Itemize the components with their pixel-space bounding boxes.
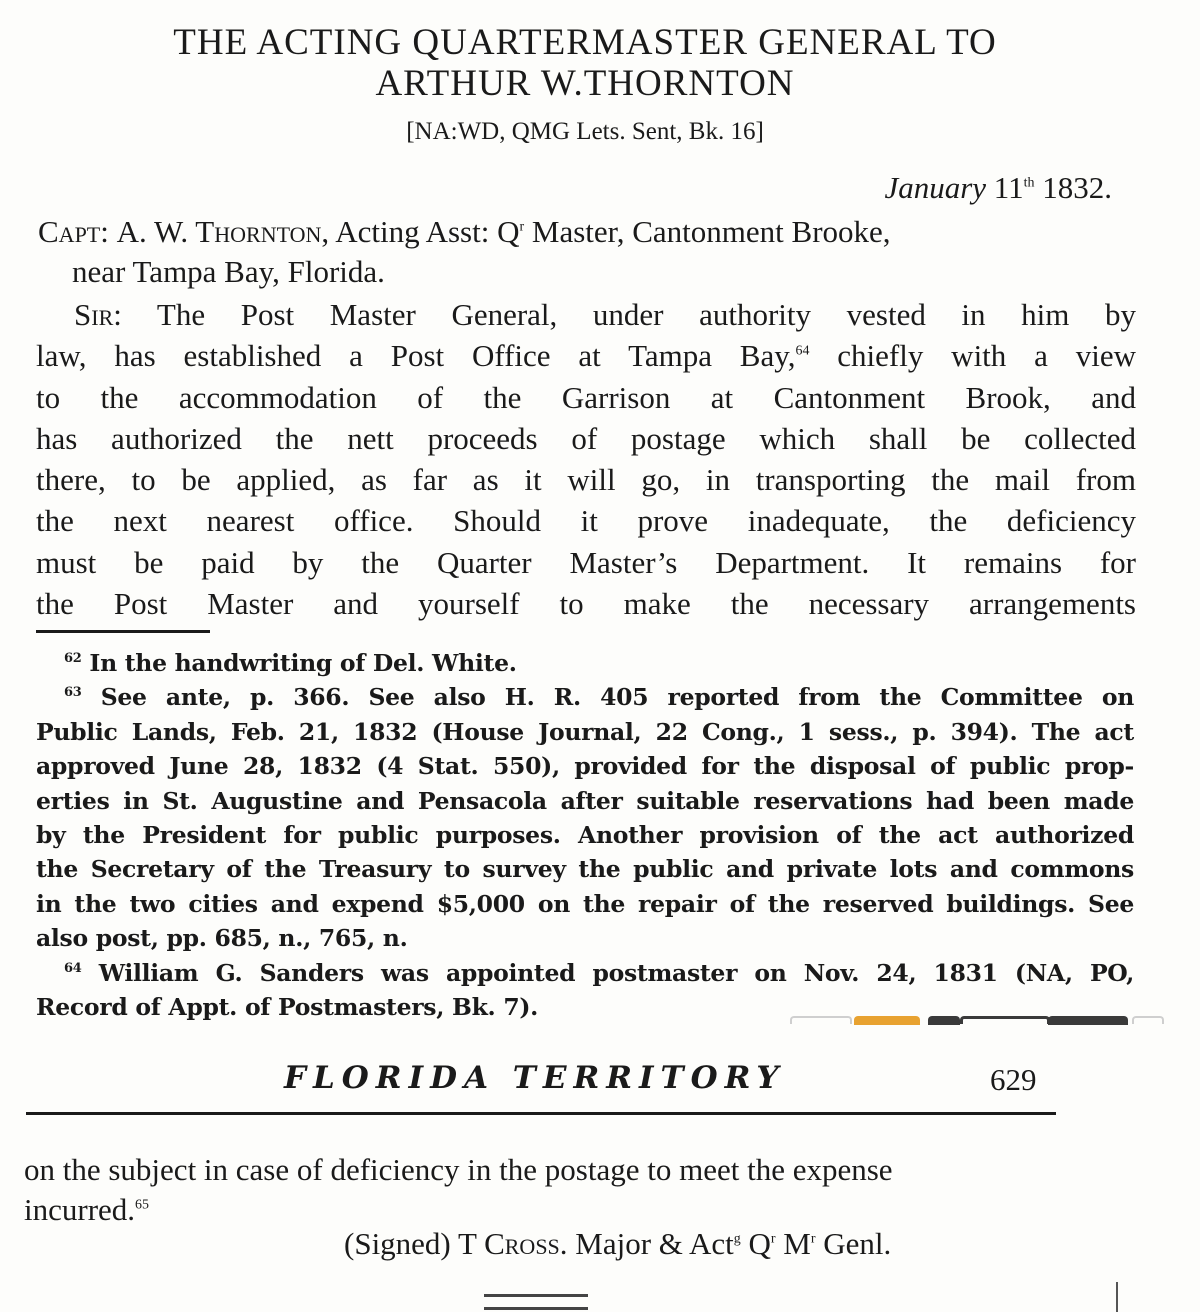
footnote-63-line-8: also post, pp. 685, n., 765, n. [36, 924, 408, 953]
continued-body [24, 1150, 1064, 1230]
date-day: 11 [993, 170, 1024, 205]
date-month: January [884, 170, 987, 205]
body-line-1 [36, 294, 1136, 335]
body-line-6: the next nearest office. Should it prove inadequate, the deficiency [36, 503, 1136, 539]
footnote-63-line-2: Public Lands, Feb. 21, 1832 (House Journal, 22 Cong., 1 sess., p. 394). The act [36, 717, 1134, 746]
footnote-63-line-1 [36, 680, 1134, 714]
footnote-62-text: In the handwriting of Del. White. [81, 649, 517, 677]
date-day-suffix: th [1023, 175, 1035, 191]
addressee-rank: Capt [38, 214, 101, 249]
document-title-line1: THE ACTING QUARTERMASTER GENERAL TO [173, 22, 997, 63]
signature-line [344, 1226, 891, 1262]
letter-body [36, 294, 1136, 624]
body-line-4: has authorized the nett proceeds of postage which shall be collected [36, 420, 1136, 456]
signature-part4: Genl. [815, 1226, 892, 1261]
footnote-64-marker: 64 [64, 960, 82, 976]
addressee-block [38, 212, 1138, 292]
body-line-2-tail: chiefly with a view [809, 338, 1136, 374]
addressee-rank-colon: : [100, 214, 117, 249]
footnote-63-line-5: by the President for public purposes. Another provision of the act authorized [36, 821, 1134, 850]
footnote-63-text-1: See ante, p. 366. See also H. R. 405 reported from the Committee on [81, 683, 1134, 712]
addressee-title-part1: , Acting Asst: Q [321, 214, 520, 249]
footnote-63-marker: 63 [64, 685, 82, 701]
footnote-ref-65: 65 [135, 1197, 149, 1213]
body-line-5: there, to be applied, as far as it will go, in transporting the mail from [36, 462, 1136, 498]
tab-mark-light [790, 1016, 852, 1024]
footnote-ref-64: 64 [795, 343, 810, 359]
footnote-64-line-2: Record of Appt. of Postmasters, Bk. 7). [36, 993, 539, 1022]
signature-sup1: g [733, 1231, 741, 1247]
footnote-63-line-7: in the two cities and expend $5,000 on the repair of the reserved buildings. See [36, 889, 1134, 918]
tab-mark-orange [854, 1016, 920, 1025]
running-head-rule [26, 1112, 1056, 1115]
addressee-name: A. W. Thornton [116, 214, 322, 249]
footnote-62 [36, 646, 1134, 680]
footnote-63-line-3: approved June 28, 1832 (4 Stat. 550), provided for the disposal of public prop- [36, 752, 1134, 781]
signature-prefix: (Signed) T [344, 1226, 485, 1261]
date-year: 1832. [1042, 170, 1112, 205]
tab-mark-dark-2 [1048, 1016, 1128, 1025]
addressee-q-sup: r [519, 219, 525, 235]
signature-part3: M [775, 1226, 811, 1261]
body-line-1-text: : The Post Master General, under authority vested in him by [113, 297, 1136, 332]
continued-line-1: on the subject in case of deficiency in the postage to meet the expense [24, 1152, 893, 1187]
footnote-62-marker: 62 [64, 651, 82, 667]
footnote-63-line-4: erties in St. Augustine and Pensacola after suitable reservations had been made [36, 786, 1134, 815]
body-line-2 [36, 335, 1136, 376]
salutation: Sir [74, 297, 114, 332]
body-line-2-text: law, has established a Post Office at Tampa Bay, [36, 338, 796, 374]
signature-name: Cross [484, 1226, 560, 1261]
signature-sup2: r [770, 1231, 776, 1247]
signature-sup3: r [810, 1231, 816, 1247]
footnote-63-line-6: the Secretary of the Treasury to survey the public and private lots and commons [36, 855, 1134, 884]
page-bottom-ornament [484, 1294, 588, 1310]
running-head-title: FLORIDA TERRITORY [284, 1060, 786, 1096]
tab-mark-light-2 [1132, 1016, 1164, 1024]
archival-source: [NA:WD, QMG Lets. Sent, Bk. 16] [406, 118, 764, 145]
tab-mark-dark-1 [928, 1016, 960, 1025]
document-title-line2: ARTHUR W.THORNTON [375, 63, 795, 104]
letter-date [884, 170, 1112, 206]
signature-part2: Q [740, 1226, 771, 1261]
tab-mark-outline [960, 1016, 1050, 1024]
footnotes [36, 646, 1134, 1024]
footnote-64-line-1 [36, 956, 1134, 990]
addressee-line2: near Tampa Bay, Florida. [72, 254, 385, 289]
scan-edge-mark [1116, 1282, 1118, 1312]
page-number: 629 [990, 1062, 1037, 1097]
body-line-7: must be paid by the Quarter Master’s Department. It remains for [36, 544, 1136, 580]
continued-line-2 [24, 1190, 1064, 1230]
signature-part1: . Major & Act [559, 1226, 734, 1261]
continued-line-2-text: incurred. [24, 1192, 136, 1227]
body-line-3: to the accommodation of the Garrison at Cantonment Brook, and [36, 379, 1136, 415]
footnote-64-text-1: William G. Sanders was appointed postmaster on Nov. 24, 1831 (NA, PO, [81, 958, 1134, 987]
addressee-title-part2: Master, Cantonment Brooke, [524, 214, 891, 249]
body-line-8: the Post Master and yourself to make the necessary arrangements [36, 586, 1136, 622]
footnote-divider [36, 630, 210, 633]
scan-tab-marks [790, 1016, 1162, 1026]
addressee-line1 [38, 212, 1138, 252]
